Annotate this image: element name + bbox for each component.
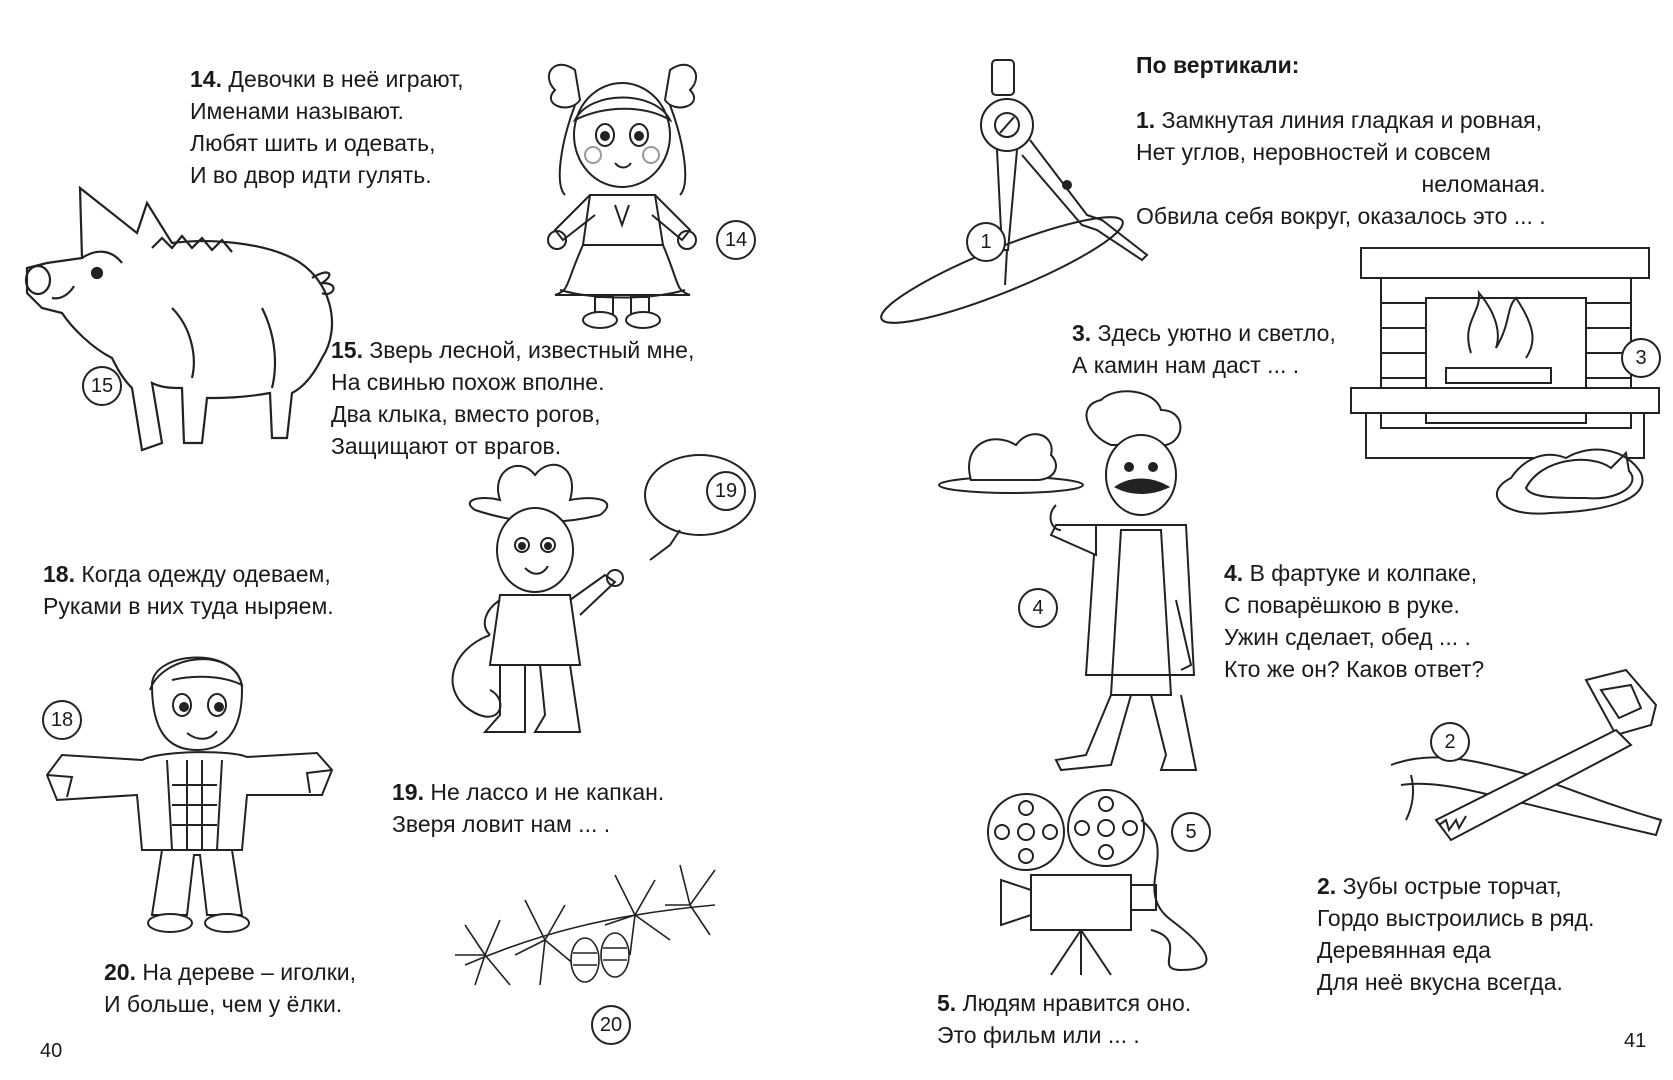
riddle-line: И во двор идти гулять.	[190, 162, 432, 188]
page-number-left: 40	[40, 1040, 63, 1062]
doll-picture	[535, 45, 710, 330]
riddle-number: 5.	[937, 990, 957, 1016]
riddle-line: Обвила себя вокруг, оказалось это ... .	[1136, 203, 1546, 229]
boy-jacket-picture	[42, 645, 342, 940]
riddle-line: Зубы острые торчат,	[1342, 873, 1562, 899]
marker-14: 14	[716, 220, 756, 260]
riddle-19	[392, 776, 664, 840]
section-heading: По вертикали:	[1136, 52, 1300, 78]
riddle-line: Это фильм или ... .	[937, 1022, 1140, 1048]
marker-19: 19	[706, 471, 746, 511]
boar-picture	[22, 188, 342, 468]
riddle-number: 15.	[331, 337, 363, 363]
riddle-line: И больше, чем у ёлки.	[104, 991, 343, 1017]
riddle-line: Для неё вкусна всегда.	[1317, 969, 1563, 995]
riddle-3	[1072, 317, 1336, 381]
riddle-line: Зверя ловит нам ... .	[392, 811, 611, 837]
chef-picture	[936, 395, 1196, 775]
pine-branch-picture	[455, 845, 725, 1015]
riddle-number: 2.	[1317, 873, 1337, 899]
riddle-number: 14.	[190, 66, 222, 92]
right-page	[836, 0, 1673, 1080]
riddle-line: Именами называют.	[190, 98, 404, 124]
riddle-line: Два клыка, вместо рогов,	[331, 401, 601, 427]
riddle-number: 20.	[104, 959, 136, 985]
marker-3: 3	[1621, 338, 1661, 378]
riddle-line: Девочки в неё играют,	[228, 66, 464, 92]
riddle-line: А камин нам даст ... .	[1072, 352, 1300, 378]
marker-20: 20	[591, 1005, 631, 1045]
riddle-number: 4.	[1224, 560, 1244, 586]
marker-18: 18	[42, 700, 82, 740]
riddle-line: Защищают от врагов.	[331, 433, 562, 459]
marker-1: 1	[966, 222, 1006, 262]
riddle-line: Когда одежду одеваем,	[81, 561, 331, 587]
riddle-line: Кто же он? Каков ответ?	[1224, 656, 1485, 682]
riddle-number: 3.	[1072, 320, 1092, 346]
riddle-line: неломаная.	[1421, 171, 1546, 197]
riddle-14	[190, 63, 464, 191]
marker-15: 15	[82, 366, 122, 406]
riddle-line: Гордо выстроились в ряд.	[1317, 905, 1595, 931]
marker-4: 4	[1018, 588, 1058, 628]
riddle-5	[937, 987, 1191, 1051]
riddle-line: Здесь уютно и светло,	[1097, 320, 1336, 346]
riddle-line: Зверь лесной, известный мне,	[369, 337, 695, 363]
left-page	[0, 0, 836, 1080]
riddle-line: Любят шить и одевать,	[190, 130, 436, 156]
riddle-1	[1136, 104, 1546, 232]
riddle-line: Ужин сделает, обед ... .	[1224, 624, 1471, 650]
riddle-15	[331, 334, 694, 462]
riddle-line: Людям нравится оно.	[962, 990, 1192, 1016]
riddle-line: Не лассо и не капкан.	[430, 779, 665, 805]
riddle-number: 18.	[43, 561, 75, 587]
compass-picture	[912, 55, 1167, 340]
riddle-line: На свинью похож вполне.	[331, 369, 605, 395]
riddle-line: Замкнутая линия гладкая и ровная,	[1161, 107, 1543, 133]
riddle-18	[43, 558, 334, 622]
riddle-2	[1317, 870, 1594, 998]
riddle-line: В фартуке и колпаке,	[1249, 560, 1478, 586]
riddle-line: Деревянная еда	[1317, 937, 1491, 963]
riddle-20	[104, 956, 356, 1020]
riddle-line: Руками в них туда ныряем.	[43, 593, 334, 619]
fireplace-picture	[1351, 243, 1659, 523]
riddle-number: 1.	[1136, 107, 1156, 133]
riddle-line: С поварёшкою в руке.	[1224, 592, 1460, 618]
riddle-line: На дереве – иголки,	[142, 959, 357, 985]
riddle-line: Нет углов, неровностей и совсем	[1136, 139, 1491, 165]
riddle-4	[1224, 557, 1484, 685]
marker-2: 2	[1430, 722, 1470, 762]
marker-5: 5	[1171, 812, 1211, 852]
riddle-number: 19.	[392, 779, 424, 805]
saw-picture	[1391, 670, 1666, 860]
page-number-right: 41	[1624, 1030, 1647, 1052]
